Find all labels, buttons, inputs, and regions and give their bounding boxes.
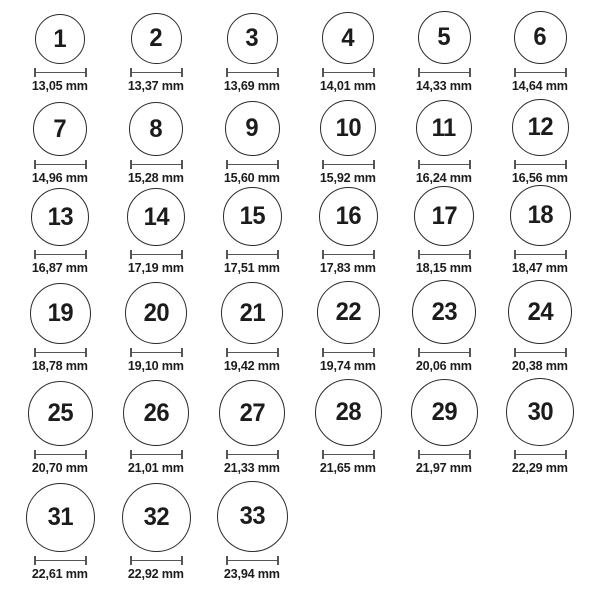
diameter-label: 21,65 mm <box>320 460 376 475</box>
ring-size-number: 3 <box>245 24 259 52</box>
diameter-measure-line <box>130 556 183 565</box>
ring-size-number: 28 <box>335 398 361 426</box>
ring-size-cell <box>396 100 492 186</box>
ring-size-cell <box>204 101 300 186</box>
measure-bar <box>418 254 471 256</box>
diameter-measure-line <box>226 556 279 565</box>
measure-bar <box>130 254 183 256</box>
ring-size-cell <box>300 379 396 476</box>
diameter-measure-line <box>418 68 471 77</box>
diameter-measure-line <box>226 160 279 169</box>
diameter-label: 16,87 mm <box>32 260 88 275</box>
diameter-label: 13,69 mm <box>224 78 280 93</box>
measure-bar <box>34 164 87 166</box>
diameter-label: 15,92 mm <box>320 170 376 185</box>
measure-tick-right <box>373 160 375 169</box>
measure-bar <box>226 72 279 74</box>
measure-bar <box>130 454 183 456</box>
measure-tick-right <box>181 348 183 357</box>
diameter-label: 13,05 mm <box>32 78 88 93</box>
ring-circle <box>510 185 571 246</box>
diameter-measure-line <box>226 68 279 77</box>
diameter-label: 14,64 mm <box>512 78 568 93</box>
diameter-label: 23,94 mm <box>224 566 280 581</box>
measure-tick-right <box>373 450 375 459</box>
measure-tick-right <box>373 348 375 357</box>
diameter-measure-line <box>226 450 279 459</box>
ring-size-cell <box>108 380 204 476</box>
ring-size-number: 9 <box>245 114 259 142</box>
diameter-label: 18,78 mm <box>32 358 88 373</box>
measure-tick-right <box>277 348 279 357</box>
ring-circle <box>26 483 95 552</box>
measure-bar <box>226 352 279 354</box>
measure-tick-right <box>85 250 87 259</box>
measure-tick-right <box>469 450 471 459</box>
diameter-measure-line <box>514 348 567 357</box>
ring-size-number: 27 <box>239 398 265 427</box>
ring-size-cell <box>204 13 300 94</box>
diameter-label: 22,92 mm <box>128 566 184 581</box>
ring-size-cell <box>12 14 108 94</box>
diameter-label: 17,51 mm <box>224 260 280 275</box>
ring-size-number: 32 <box>143 503 169 531</box>
ring-circle <box>512 99 569 156</box>
ring-size-number: 23 <box>431 297 457 326</box>
ring-circle <box>315 379 382 446</box>
diameter-label: 14,96 mm <box>32 170 88 185</box>
diameter-measure-line <box>130 450 183 459</box>
ring-size-cell <box>12 483 108 582</box>
diameter-label: 19,42 mm <box>224 358 280 373</box>
diameter-measure-line <box>514 160 567 169</box>
measure-bar <box>226 254 279 256</box>
ring-circle <box>223 187 282 246</box>
ring-size-number: 4 <box>341 23 355 52</box>
ring-circle <box>412 280 476 344</box>
ring-size-cell <box>492 99 588 186</box>
diameter-measure-line <box>418 450 471 459</box>
diameter-measure-line <box>514 250 567 259</box>
ring-size-number: 8 <box>149 114 163 143</box>
ring-size-number: 13 <box>47 202 73 231</box>
diameter-measure-line <box>34 250 87 259</box>
ring-size-cell <box>204 187 300 276</box>
diameter-measure-line <box>34 68 87 77</box>
ring-size-number: 19 <box>47 299 73 327</box>
ring-size-number: 5 <box>437 23 451 51</box>
ring-size-number: 16 <box>335 202 361 230</box>
ring-size-cell <box>300 100 396 186</box>
ring-size-cell <box>12 381 108 476</box>
diameter-label: 14,33 mm <box>416 78 472 93</box>
measure-tick-right <box>85 556 87 565</box>
diameter-measure-line <box>34 450 87 459</box>
measure-tick-right <box>277 450 279 459</box>
measure-tick-right <box>85 348 87 357</box>
measure-tick-right <box>373 68 375 77</box>
ring-circle <box>322 12 374 64</box>
diameter-measure-line <box>322 68 375 77</box>
ring-circle <box>414 186 474 246</box>
diameter-label: 18,47 mm <box>512 260 568 275</box>
diameter-measure-line <box>130 250 183 259</box>
ring-circle <box>317 281 380 344</box>
measure-bar <box>322 164 375 166</box>
ring-circle <box>225 101 280 156</box>
measure-bar <box>130 352 183 354</box>
measure-tick-right <box>181 250 183 259</box>
ring-circle <box>123 380 189 446</box>
ring-circle <box>30 283 91 344</box>
ring-circle <box>411 379 478 446</box>
ring-size-cell <box>492 185 588 276</box>
ring-size-number: 2 <box>149 24 163 52</box>
measure-bar <box>322 352 375 354</box>
measure-tick-right <box>469 348 471 357</box>
measure-bar <box>34 72 87 74</box>
ring-size-cell <box>108 13 204 94</box>
ring-size-number: 10 <box>335 113 361 142</box>
measure-bar <box>514 72 567 74</box>
measure-tick-right <box>565 450 567 459</box>
ring-size-number: 29 <box>431 398 457 426</box>
ring-size-cell <box>108 102 204 186</box>
diameter-label: 19,74 mm <box>320 358 376 373</box>
ring-circle <box>227 13 278 64</box>
measure-bar <box>322 72 375 74</box>
diameter-measure-line <box>322 250 375 259</box>
ring-size-cell <box>204 380 300 476</box>
ring-size-cell <box>204 282 300 374</box>
ring-size-cell <box>300 12 396 94</box>
measure-bar <box>34 454 87 456</box>
diameter-measure-line <box>322 450 375 459</box>
ring-size-cell <box>492 280 588 374</box>
measure-bar <box>514 254 567 256</box>
ring-circle <box>418 11 471 64</box>
measure-tick-right <box>565 68 567 77</box>
measure-bar <box>514 164 567 166</box>
measure-bar <box>130 72 183 74</box>
ring-size-row <box>12 276 588 374</box>
diameter-measure-line <box>130 68 183 77</box>
ring-circle <box>129 102 183 156</box>
measure-tick-right <box>469 160 471 169</box>
measure-bar <box>34 352 87 354</box>
diameter-measure-line <box>418 348 471 357</box>
diameter-label: 19,10 mm <box>128 358 184 373</box>
ring-circle <box>33 102 87 156</box>
measure-tick-right <box>565 160 567 169</box>
ring-circle <box>416 100 472 156</box>
ring-size-number: 30 <box>527 397 553 426</box>
measure-tick-right <box>181 556 183 565</box>
ring-circle <box>127 188 185 246</box>
ring-size-number: 11 <box>431 113 457 142</box>
ring-circle <box>31 188 89 246</box>
ring-size-cell <box>492 11 588 94</box>
measure-tick-right <box>469 250 471 259</box>
diameter-measure-line <box>418 160 471 169</box>
diameter-measure-line <box>130 348 183 357</box>
measure-bar <box>322 454 375 456</box>
diameter-label: 21,97 mm <box>416 460 472 475</box>
ring-size-cell <box>12 102 108 186</box>
diameter-measure-line <box>322 348 375 357</box>
diameter-label: 21,33 mm <box>224 460 280 475</box>
measure-tick-right <box>565 250 567 259</box>
ring-size-number: 6 <box>533 23 547 51</box>
ring-size-cell <box>492 378 588 476</box>
measure-bar <box>418 352 471 354</box>
measure-bar <box>514 352 567 354</box>
measure-bar <box>130 164 183 166</box>
measure-tick-right <box>85 160 87 169</box>
diameter-measure-line <box>514 68 567 77</box>
measure-bar <box>130 560 183 562</box>
diameter-measure-line <box>418 250 471 259</box>
ring-size-row <box>12 374 588 476</box>
measure-tick-right <box>469 68 471 77</box>
ring-size-number: 20 <box>143 298 169 327</box>
ring-circle <box>28 381 93 446</box>
measure-tick-right <box>565 348 567 357</box>
ring-size-number: 7 <box>53 114 67 143</box>
measure-bar <box>226 454 279 456</box>
measure-tick-right <box>277 68 279 77</box>
ring-circle <box>508 280 572 344</box>
measure-tick-right <box>181 68 183 77</box>
measure-tick-right <box>181 450 183 459</box>
measure-tick-right <box>181 160 183 169</box>
ring-circle <box>514 11 567 64</box>
ring-size-number: 12 <box>527 113 553 141</box>
ring-circle <box>219 380 285 446</box>
diameter-label: 16,56 mm <box>512 170 568 185</box>
ring-size-number: 33 <box>239 502 265 530</box>
ring-size-number: 25 <box>47 399 73 427</box>
ring-size-number: 18 <box>527 201 553 229</box>
measure-bar <box>514 454 567 456</box>
measure-tick-right <box>277 250 279 259</box>
diameter-label: 16,24 mm <box>416 170 472 185</box>
diameter-measure-line <box>322 160 375 169</box>
ring-size-cell <box>396 379 492 476</box>
ring-size-cell <box>396 280 492 374</box>
measure-bar <box>322 254 375 256</box>
ring-size-cell <box>108 282 204 374</box>
ring-size-cell <box>12 188 108 276</box>
ring-size-cell <box>108 483 204 582</box>
ring-circle <box>221 282 283 344</box>
diameter-measure-line <box>34 160 87 169</box>
ring-size-number: 21 <box>239 298 265 327</box>
ring-circle <box>319 187 378 246</box>
ring-size-cell <box>300 187 396 276</box>
ring-size-number: 31 <box>47 503 73 531</box>
ring-size-cell <box>396 186 492 276</box>
diameter-measure-line <box>130 160 183 169</box>
ring-size-cell <box>204 481 300 582</box>
diameter-label: 21,01 mm <box>128 460 184 475</box>
ring-circle <box>125 282 187 344</box>
diameter-label: 14,01 mm <box>320 78 376 93</box>
measure-bar <box>226 560 279 562</box>
diameter-label: 22,29 mm <box>512 460 568 475</box>
measure-bar <box>34 560 87 562</box>
diameter-label: 17,83 mm <box>320 260 376 275</box>
ring-circle <box>217 481 288 552</box>
ring-size-cell <box>108 188 204 276</box>
measure-tick-right <box>85 68 87 77</box>
diameter-label: 18,15 mm <box>416 260 472 275</box>
diameter-label: 22,61 mm <box>32 566 88 581</box>
ring-circle <box>320 100 376 156</box>
measure-bar <box>418 164 471 166</box>
diameter-label: 13,37 mm <box>128 78 184 93</box>
ring-size-number: 26 <box>143 398 169 427</box>
ring-circle <box>122 483 191 552</box>
ring-size-row <box>12 94 588 186</box>
ring-size-number: 1 <box>53 24 67 53</box>
diameter-label: 17,19 mm <box>128 260 184 275</box>
ring-size-row <box>12 10 588 94</box>
diameter-label: 15,28 mm <box>128 170 184 185</box>
diameter-measure-line <box>226 348 279 357</box>
measure-tick-right <box>277 556 279 565</box>
diameter-label: 20,38 mm <box>512 358 568 373</box>
ring-circle <box>35 14 85 64</box>
ring-size-cell <box>396 11 492 94</box>
measure-tick-right <box>373 250 375 259</box>
ring-circle <box>506 378 574 446</box>
measure-tick-right <box>277 160 279 169</box>
ring-size-row <box>12 186 588 276</box>
diameter-measure-line <box>34 556 87 565</box>
diameter-label: 15,60 mm <box>224 170 280 185</box>
diameter-label: 20,06 mm <box>416 358 472 373</box>
ring-circle <box>131 13 182 64</box>
diameter-measure-line <box>226 250 279 259</box>
measure-bar <box>418 454 471 456</box>
measure-bar <box>418 72 471 74</box>
diameter-measure-line <box>34 348 87 357</box>
ring-size-number: 24 <box>527 297 553 326</box>
ring-size-cell <box>12 283 108 374</box>
ring-size-number: 14 <box>143 202 169 231</box>
measure-bar <box>34 254 87 256</box>
ring-size-number: 22 <box>335 298 361 326</box>
ring-size-number: 17 <box>431 201 457 230</box>
ring-size-row <box>12 476 588 582</box>
measure-bar <box>226 164 279 166</box>
diameter-measure-line <box>514 450 567 459</box>
diameter-label: 20,70 mm <box>32 460 88 475</box>
measure-tick-right <box>85 450 87 459</box>
ring-size-number: 15 <box>239 202 265 230</box>
ring-size-cell <box>300 281 396 374</box>
